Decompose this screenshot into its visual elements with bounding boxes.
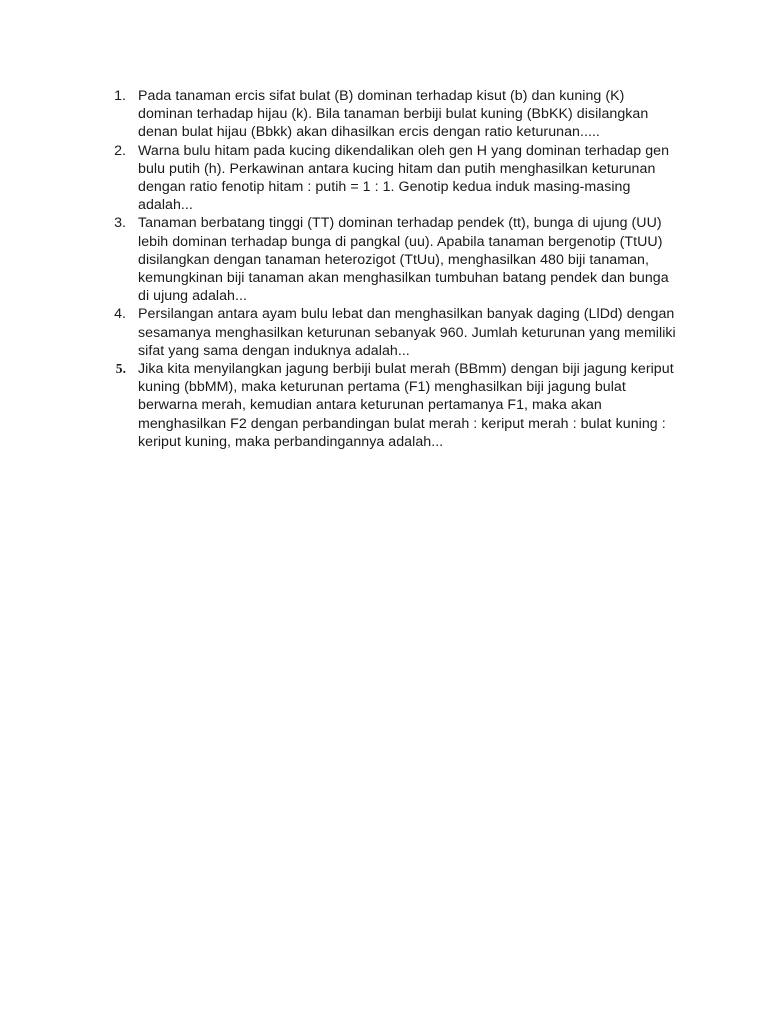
question-text: Jika kita menyilangkan jagung berbiji bulat merah (BBmm) dengan biji jagung keriput kuning (bbMM), maka keturunan pertama (F1) menghasilkan biji jagung bulat berwarna merah, kemudian antara keturunan pertamanya F1, maka akan menghasilkan F2 dengan perbandingan bulat merah : keriput merah : bulat kuning : keriput kuning, maka perbandingannya adalah... <box>138 361 674 450</box>
question-item-4 <box>110 305 680 360</box>
question-number: 2. <box>114 142 126 159</box>
question-item-3 <box>110 214 680 305</box>
question-item-2 <box>110 142 680 215</box>
question-number: 5. <box>115 361 126 377</box>
question-number: 4. <box>114 306 126 323</box>
question-number: 1. <box>114 88 126 104</box>
question-item-1 <box>110 87 680 142</box>
question-list <box>110 87 680 451</box>
question-text: Warna bulu hitam pada kucing dikendalikan oleh gen H yang dominan terhadap gen bulu putih (h). Perkawinan antara kucing hitam dan putih menghasilkan keturunan dengan ratio fenotip hitam : putih = 1 : 1. Genotip kedua induk masing-masing adalah... <box>138 142 670 214</box>
question-text: Pada tanaman ercis sifat bulat (B) dominan terhadap kisut (b) dan kuning (K) dominan terhadap hijau (k). Bila tanaman berbiji bulat kuning (BbKK) disilangkan denan bulat hijau (Bbkk) akan dihasilkan ercis dengan ratio keturunan..... <box>138 88 649 141</box>
question-number: 3. <box>114 215 126 232</box>
question-item-5 <box>110 360 680 451</box>
question-text: Persilangan antara ayam bulu lebat dan menghasilkan banyak daging (LlDd) dengan sesamanya menghasilkan keturunan sebanyak 960. Jumlah keturunan yang memiliki sifat yang sama dengan induknya adalah... <box>138 306 676 359</box>
question-text: Tanaman berbatang tinggi (TT) dominan terhadap pendek (tt), bunga di ujung (UU) lebih dominan terhadap bunga di pangkal (uu). Apabila tanaman bergenotip (TtUU) disilangkan dengan tanaman heterozigot (TtUu), menghasilkan 480 biji tanaman, kemungkinan biji tanaman akan menghasilkan tumbuhan batang pendek dan bunga di ujung adalah... <box>138 215 669 305</box>
